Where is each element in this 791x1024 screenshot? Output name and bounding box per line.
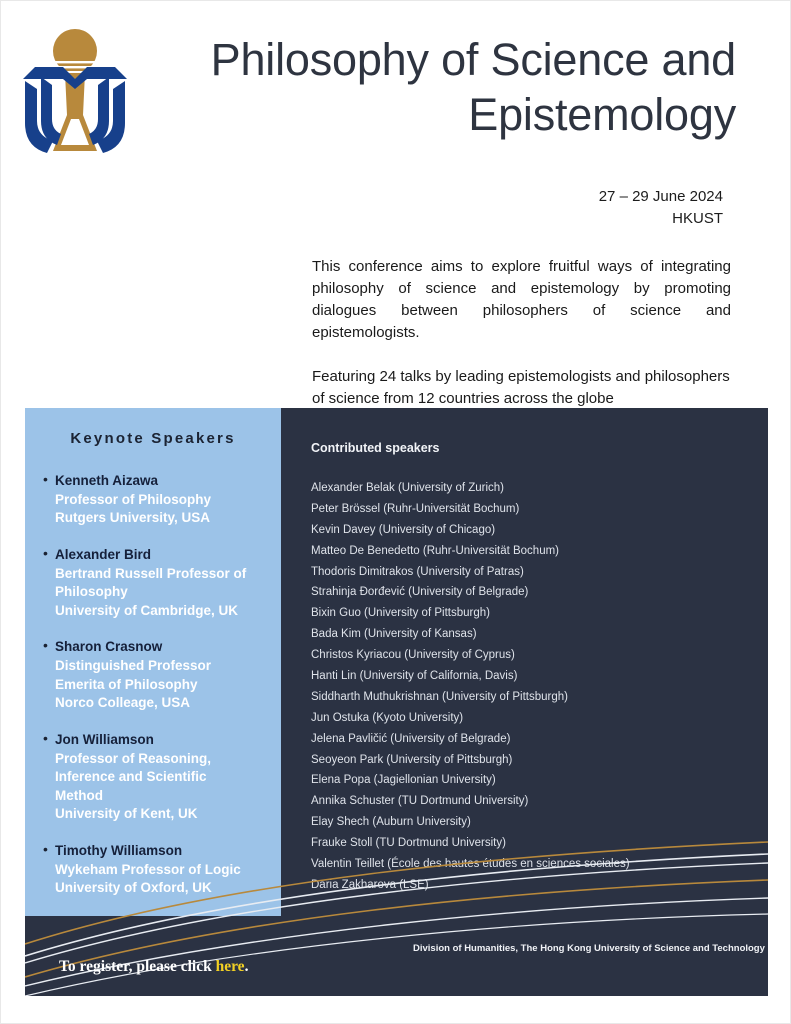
intro-paragraph-1: This conference aims to explore fruitful ways of integrating philosophy of science and epistemology by promoting dialogues between philosophers of science and epistemologists. <box>312 258 731 342</box>
contributed-heading: Contributed speakers <box>311 441 440 455</box>
date-venue-block <box>599 186 723 230</box>
keynote-speaker-item <box>55 472 271 528</box>
keynote-speaker-affiliation: Emerita of Philosophy <box>55 676 198 692</box>
contributed-speaker-item: Alexander Belak (University of Zurich) <box>311 482 505 494</box>
contributed-speaker-item: Siddharth Muthukrishnan (University of Pittsburgh) <box>311 690 568 703</box>
division-label: Division of Humanities, The Hong Kong University of Science and Technology <box>413 943 765 954</box>
contributed-speaker-item: Elena Popa (Jagiellonian University) <box>311 774 496 787</box>
intro-paragraph-2: Featuring 24 talks by leading epistemologists and philosophers of science from 12 countries across the globe <box>312 368 730 408</box>
contributed-speaker-item: Daria Zakharova (LSE) <box>311 878 429 891</box>
keynote-speaker-name: • Jon Williamson <box>55 731 154 747</box>
keynote-speaker-item <box>55 638 271 713</box>
page-title <box>151 33 736 143</box>
title-line-1: Philosophy of Science and <box>210 34 736 85</box>
keynote-speaker-name: • Alexander Bird <box>55 546 152 562</box>
keynote-speaker-name: • Timothy Williamson <box>55 843 183 858</box>
contributed-speaker-item: Valentin Teillet (École des hautes études en sciences sociales) <box>311 858 630 871</box>
keynote-speaker-name: • Kenneth Aizawa <box>55 473 159 488</box>
hkust-logo <box>19 23 131 165</box>
keynote-speaker-item <box>55 731 271 824</box>
contributed-speakers-column <box>311 408 761 901</box>
contributed-speaker-item: Hanti Lin (University of California, Davis) <box>311 670 518 683</box>
contributed-speaker-item: Peter Brössel (Ruhr-Universität Bochum) <box>311 502 520 515</box>
keynote-speaker-affiliation: Distinguished Professor <box>55 658 212 673</box>
keynote-speaker-affiliation: University of Oxford, UK <box>55 880 212 896</box>
contributed-speaker-item: Bada Kim (University of Kansas) <box>311 628 477 641</box>
speakers-panel <box>25 408 768 996</box>
contributed-speaker-item: Thodoris Dimitrakos (University of Patras) <box>311 565 524 578</box>
conference-venue: HKUST <box>672 210 723 228</box>
contributed-speaker-item: Strahinja Đorđević (University of Belgrade) <box>311 586 529 599</box>
contributed-speaker-item: Matteo De Benedetto (Ruhr-Universität Bochum) <box>311 544 559 557</box>
keynote-speaker-name: • Sharon Crasnow <box>55 639 163 655</box>
register-here-link[interactable]: here <box>215 958 245 975</box>
keynote-speaker-affiliation: Inference and Scientific <box>55 769 207 785</box>
keynote-speaker-affiliation: Philosophy <box>55 584 128 600</box>
poster-header <box>1 1 791 176</box>
keynote-speaker-affiliation: Professor of Philosophy <box>55 491 212 507</box>
keynote-speaker-affiliation: Rutgers University, USA <box>55 510 211 526</box>
register-prefix: To register, please click <box>59 958 216 975</box>
contributed-speaker-item: Seoyeon Park (University of Pittsburgh) <box>311 753 513 766</box>
register-link[interactable] <box>59 958 248 976</box>
title-line-2: Epistemology <box>468 88 736 140</box>
keynote-speaker-affiliation: Method <box>55 787 103 803</box>
contributed-speakers-list <box>311 483 761 891</box>
keynote-speaker-affiliation: Wykeham Professor of Logic <box>55 861 241 877</box>
register-suffix: . <box>244 958 249 975</box>
keynote-speaker-affiliation: Bertrand Russell Professor of <box>55 565 247 581</box>
contributed-speaker-item: Kevin Davey (University of Chicago) <box>311 523 496 536</box>
contributed-speaker-item: Elay Shech (Auburn University) <box>311 816 471 829</box>
keynote-speaker-affiliation: Professor of Reasoning, <box>55 750 212 766</box>
contributed-speaker-item: Jun Ostuka (Kyoto University) <box>311 711 464 724</box>
contributed-speaker-item: Jelena Pavličić (University of Belgrade) <box>311 732 511 745</box>
conference-dates: 27 – 29 June 2024 <box>598 188 723 205</box>
contributed-speaker-item: Annika Schuster (TU Dortmund University) <box>311 795 529 808</box>
keynote-speaker-affiliation: Norco Colleage, USA <box>55 695 191 711</box>
keynote-speaker-affiliation: University of Cambridge, UK <box>55 602 239 618</box>
keynote-speaker-item <box>55 546 271 621</box>
keynote-speakers-list <box>25 472 281 898</box>
contributed-speaker-item: Bixin Guo (University of Pittsburgh) <box>311 607 490 620</box>
intro-block <box>312 256 731 410</box>
contributed-speaker-item: Christos Kyriacou (University of Cyprus) <box>311 649 515 662</box>
keynote-heading: Keynote Speakers <box>70 430 236 447</box>
contributed-speaker-item: Frauke Stoll (TU Dortmund University) <box>311 837 506 850</box>
keynote-speaker-affiliation: University of Kent, UK <box>55 806 198 822</box>
